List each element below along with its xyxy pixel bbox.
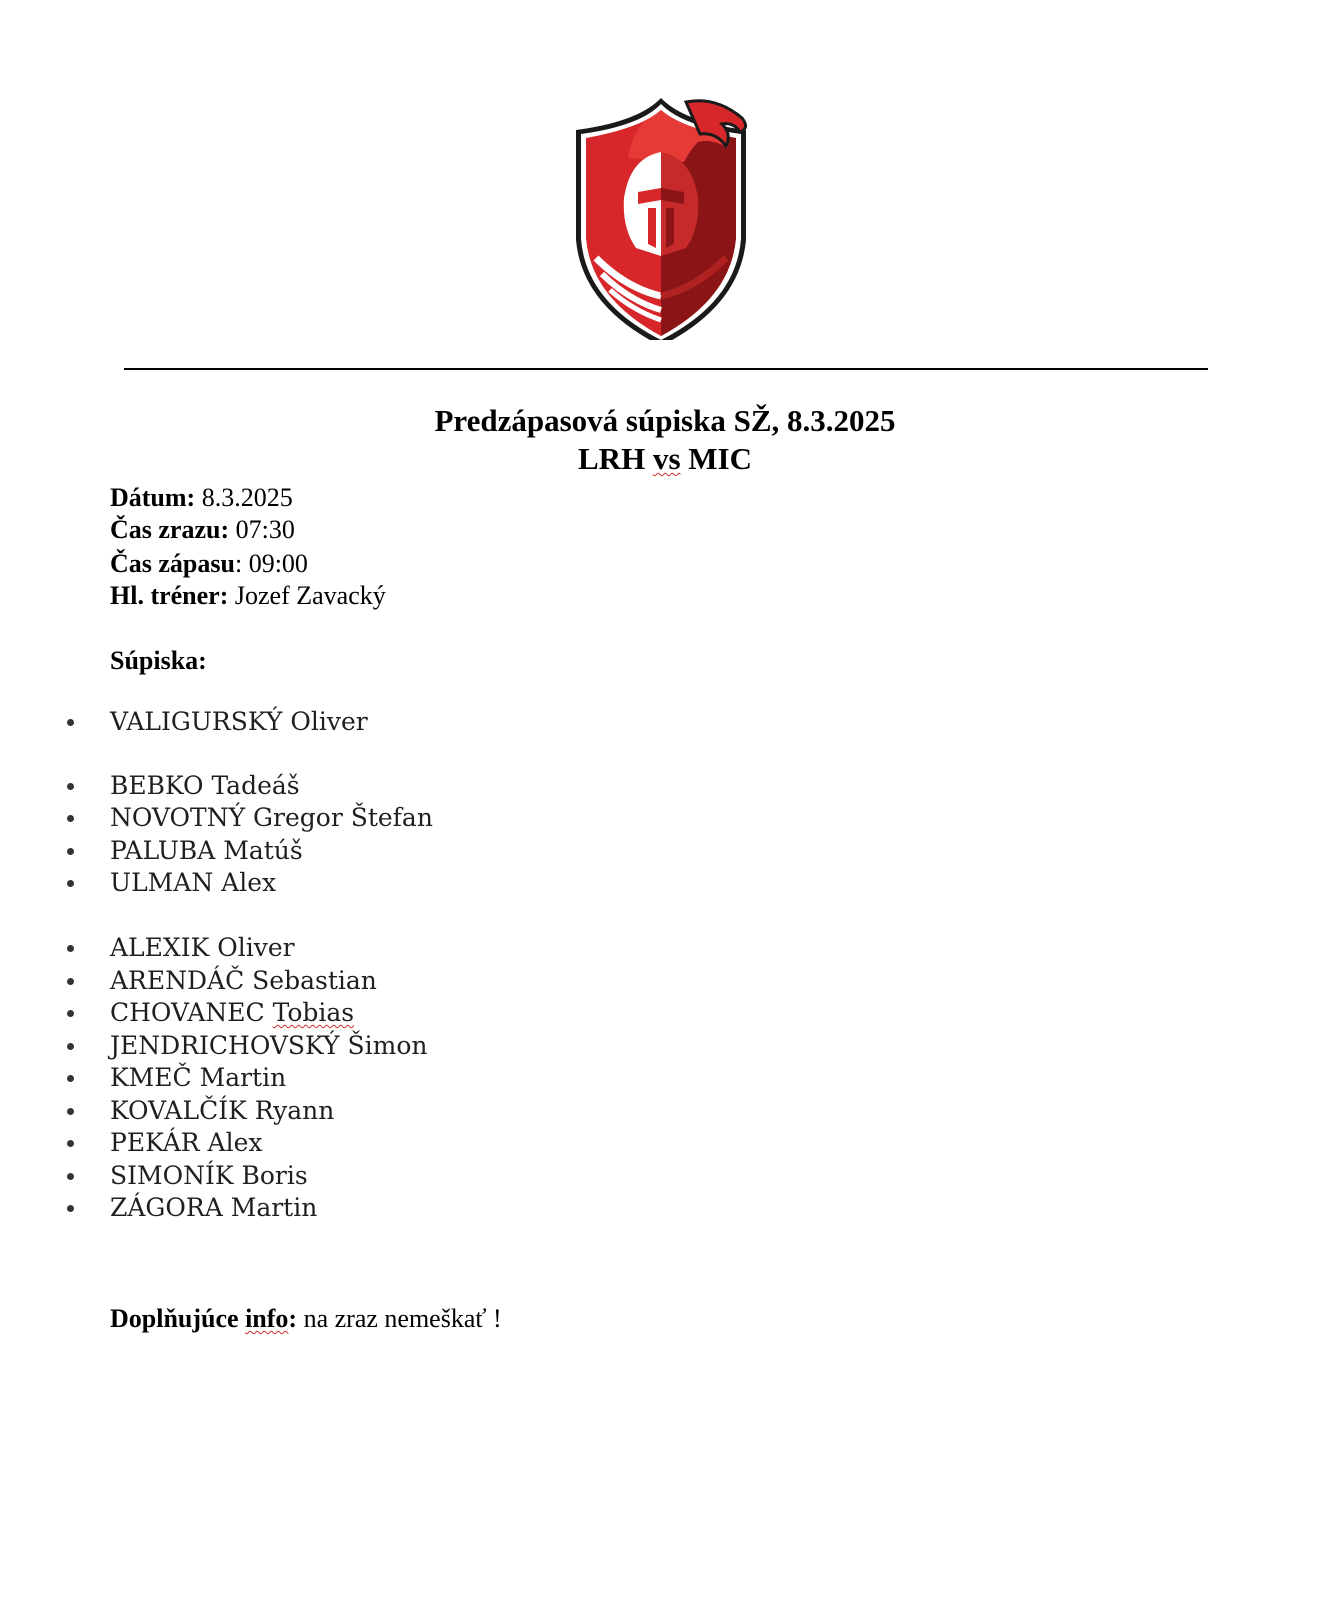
roster-heading: Súpiska: [110, 646, 207, 675]
match-time-row [110, 548, 308, 580]
player-name: PALUBA Matúš [110, 836, 303, 865]
coach-value: Jozef Zavacký [228, 581, 386, 610]
bullet-icon [67, 783, 74, 790]
coach-row [110, 580, 386, 612]
match-home-team: LRH [578, 441, 653, 476]
player-name: KOVALČÍK Ryann [110, 1096, 335, 1125]
match-title [0, 440, 1330, 478]
coach-label: Hl. tréner: [110, 581, 229, 610]
list-item [0, 1095, 700, 1127]
list-item [0, 770, 700, 802]
bullet-icon [67, 1075, 74, 1082]
player-name: PEKÁR Alex [110, 1128, 263, 1157]
additional-info-label-colon: : [288, 1304, 298, 1333]
player-name: VALIGURSKÝ Oliver [110, 707, 368, 736]
bullet-icon [67, 978, 74, 985]
list-item [0, 1160, 700, 1192]
bullet-icon [67, 815, 74, 822]
player-name: ZÁGORA Martin [110, 1193, 318, 1222]
list-item [0, 932, 700, 964]
bullet-icon [67, 1140, 74, 1147]
date-value: 8.3.2025 [195, 483, 293, 512]
bullet-icon [67, 880, 74, 887]
bullet-icon [67, 1043, 74, 1050]
bullet-icon [67, 945, 74, 952]
spartan-helmet-icon [566, 88, 756, 340]
list-item [0, 706, 700, 738]
list-item [0, 867, 700, 899]
header-divider [124, 368, 1208, 370]
list-item [0, 1127, 700, 1159]
bullet-icon [67, 1173, 74, 1180]
list-item [0, 965, 700, 997]
player-name: ARENDÁČ Sebastian [110, 966, 377, 995]
bullet-icon [67, 1010, 74, 1017]
document-title: Predzápasová súpiska SŽ, 8.3.2025 [434, 403, 896, 438]
additional-info-label [110, 1304, 297, 1333]
player-name: KMEČ Martin [110, 1063, 287, 1092]
bullet-icon [67, 719, 74, 726]
list-item [0, 802, 700, 834]
bullet-icon [67, 848, 74, 855]
match-away-team: MIC [680, 441, 752, 476]
list-item [0, 997, 700, 1029]
meet-time-row [110, 514, 295, 546]
date-row [110, 482, 293, 514]
player-name [110, 997, 354, 1029]
match-time-label: Čas zápasu [110, 549, 235, 578]
player-name: BEBKO Tadeáš [110, 771, 300, 800]
date-label: Dátum: [110, 483, 196, 512]
list-item [0, 835, 700, 867]
match-time-value: : 09:00 [234, 549, 308, 578]
player-surname: CHOVANEC [110, 998, 273, 1027]
player-name: ALEXIK Oliver [110, 933, 295, 962]
player-name: NOVOTNÝ Gregor Štefan [110, 803, 433, 832]
team-logo [566, 88, 756, 340]
additional-info-label-text: Doplňujúce [110, 1304, 246, 1333]
player-given-name: Tobias [272, 998, 355, 1027]
player-name: ULMAN Alex [110, 868, 277, 897]
additional-info-text: na zraz nemeškať ! [297, 1304, 502, 1333]
player-name: JENDRICHOVSKÝ Šimon [110, 1031, 428, 1060]
player-name: SIMONÍK Boris [110, 1161, 308, 1190]
meet-time-label: Čas zrazu: [110, 515, 230, 544]
list-item [0, 1192, 700, 1224]
additional-info [110, 1303, 502, 1335]
list-item [0, 1030, 700, 1062]
bullet-icon [67, 1108, 74, 1115]
match-vs: vs [652, 441, 681, 476]
list-item [0, 1062, 700, 1094]
additional-info-label-info: info [245, 1304, 289, 1333]
meet-time-value: 07:30 [229, 515, 295, 544]
bullet-icon [67, 1205, 74, 1212]
